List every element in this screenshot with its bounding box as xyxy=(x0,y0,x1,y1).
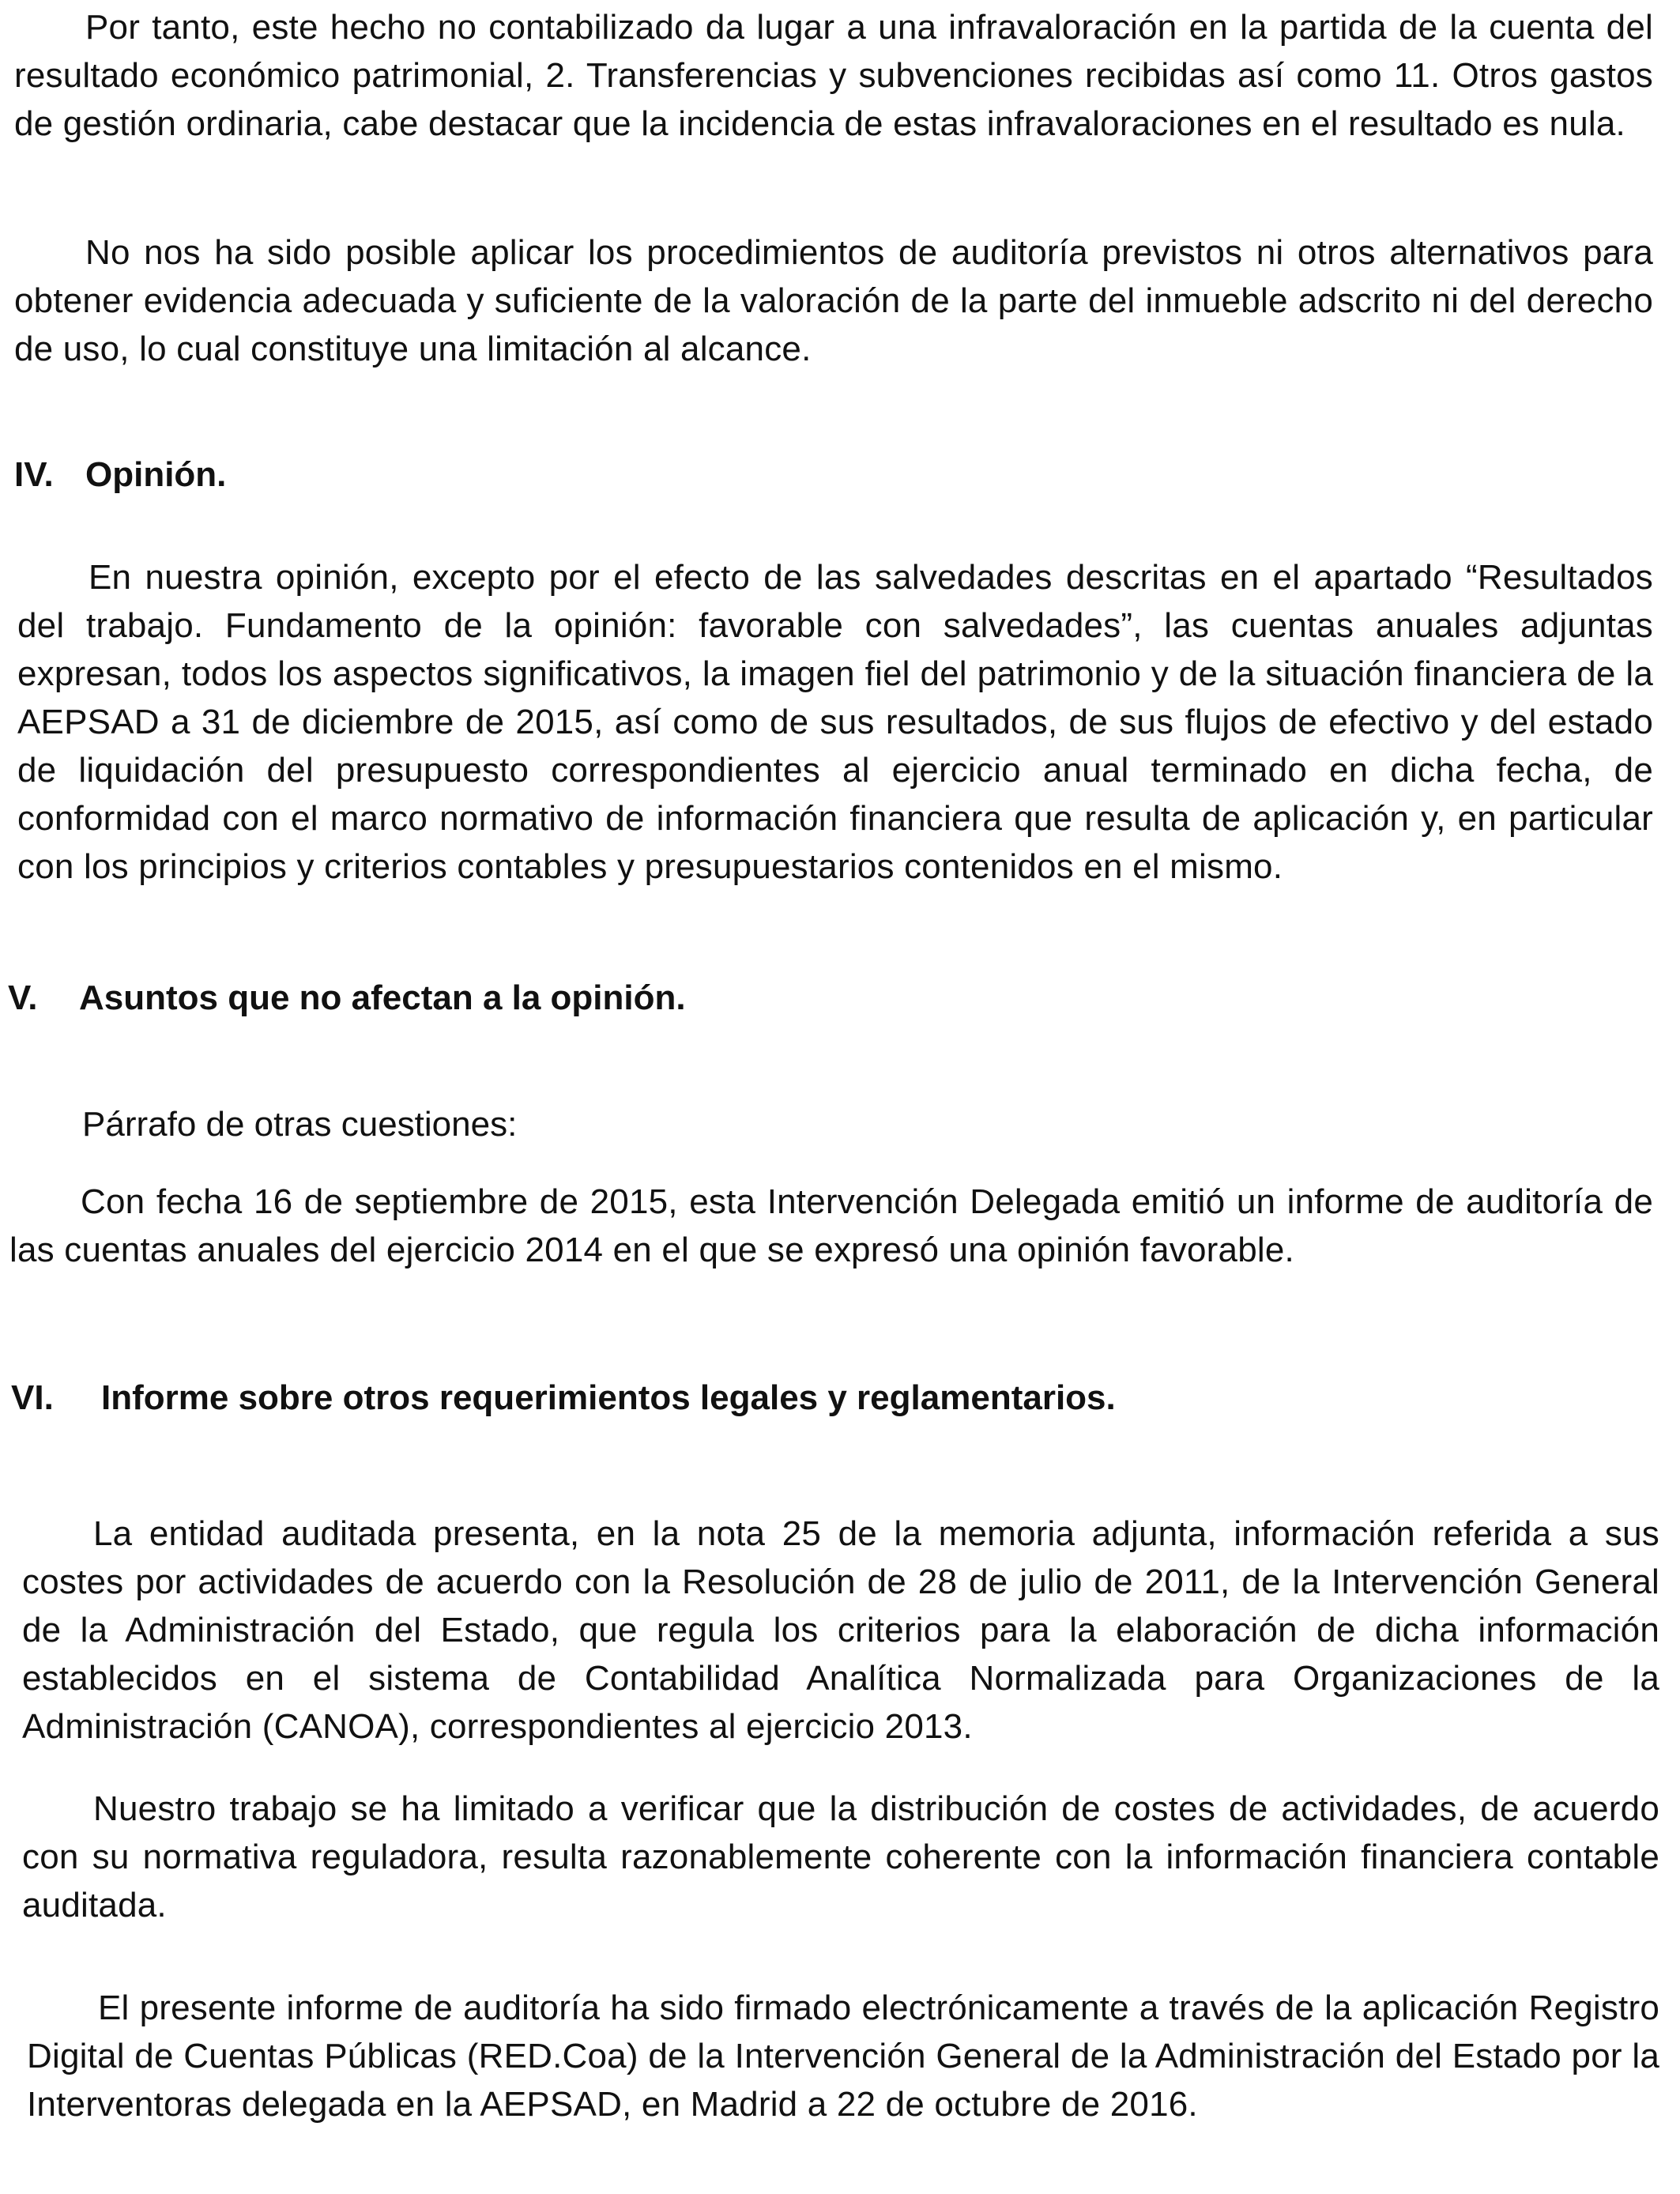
heading-opinion xyxy=(14,450,226,499)
paragraph-canoa: La entidad auditada presenta, en la nota 25 de la memoria adjunta, información referida a sus costes por actividades de acuerdo con la Resolución de 28 de julio de 2011, de la Intervención General de la Administración del Estado, que regula los criterios para la elaboración de dicha información establecidos en el sistema de Contabilidad Analítica Normalizada para Organizaciones de la Administración (CANOA), correspondientes al ejercicio 2013. xyxy=(22,1514,1659,1746)
paragraph-infravaloracion: Por tanto, este hecho no contabilizado da lugar a una infravaloración en la partida de la cuenta del resultado económico patrimonial, 2. Transferencias y subvenciones recibidas así como 11. Otros gastos de gestión ordinaria, cabe destacar que la incidencia de estas infravaloraciones en el resultado es nula. xyxy=(14,8,1653,143)
heading-asuntos xyxy=(8,974,686,1022)
heading-asuntos-number: V. xyxy=(8,978,38,1017)
heading-opinion-number: IV. xyxy=(14,455,54,494)
paragraph-firma-electronica: El presente informe de auditoría ha sido firmado electrónicamente a través de la aplicación Registro Digital de Cuentas Públicas (RED.Coa) de la Intervención General de la Administración del Estado por la Interventoras delegada en la AEPSAD, en Madrid a 22 de octubre de 2016. xyxy=(27,1989,1659,2124)
paragraph-limitacion-alcance: No nos ha sido posible aplicar los procedimientos de auditoría previstos ni otros alternativos para obtener evidencia adecuada y suficiente de la valoración de la parte del inmueble adscrito ni del derecho de uso, lo cual constituye una limitación al alcance. xyxy=(14,233,1653,368)
heading-otros-requerimientos-number: VI. xyxy=(11,1378,54,1417)
paragraph-opinion: En nuestra opinión, excepto por el efecto de las salvedades descritas en el apartado “Resultados del trabajo. Fundamento de la opinión: favorable con salvedades”, las cuentas anuales adjuntas expresan, todos los aspectos significativos, la imagen fiel del patrimonio y de la situación financiera de la AEPSAD a 31 de diciembre de 2015, así como de sus resultados, de sus flujos de efectivo y del estado de liquidación del presupuesto correspondientes al ejercicio anual terminado en dicha fecha, de conformidad con el marco normativo de información financiera que resulta de aplicación y, en particular con los principios y criterios contables y presupuestarios contenidos en el mismo. xyxy=(17,558,1653,886)
heading-opinion-title: Opinión. xyxy=(85,455,227,494)
paragraph-trabajo-limitado: Nuestro trabajo se ha limitado a verificar que la distribución de costes de actividades, de acuerdo con su normativa reguladora, resulta razonablemente coherente con la información financiera contable auditada. xyxy=(22,1789,1659,1924)
heading-asuntos-title: Asuntos que no afectan a la opinión. xyxy=(79,978,686,1017)
heading-otros-requerimientos-title: Informe sobre otros requerimientos legales y reglamentarios. xyxy=(101,1378,1116,1417)
heading-otros-requerimientos xyxy=(11,1374,1116,1422)
paragraph-informe-2014: Con fecha 16 de septiembre de 2015, esta Intervención Delegada emitió un informe de auditoría de las cuentas anuales del ejercicio 2014 en el que se expresó una opinión favorable. xyxy=(9,1182,1653,1269)
paragraph-otras-cuestiones: Párrafo de otras cuestiones: xyxy=(82,1105,518,1144)
